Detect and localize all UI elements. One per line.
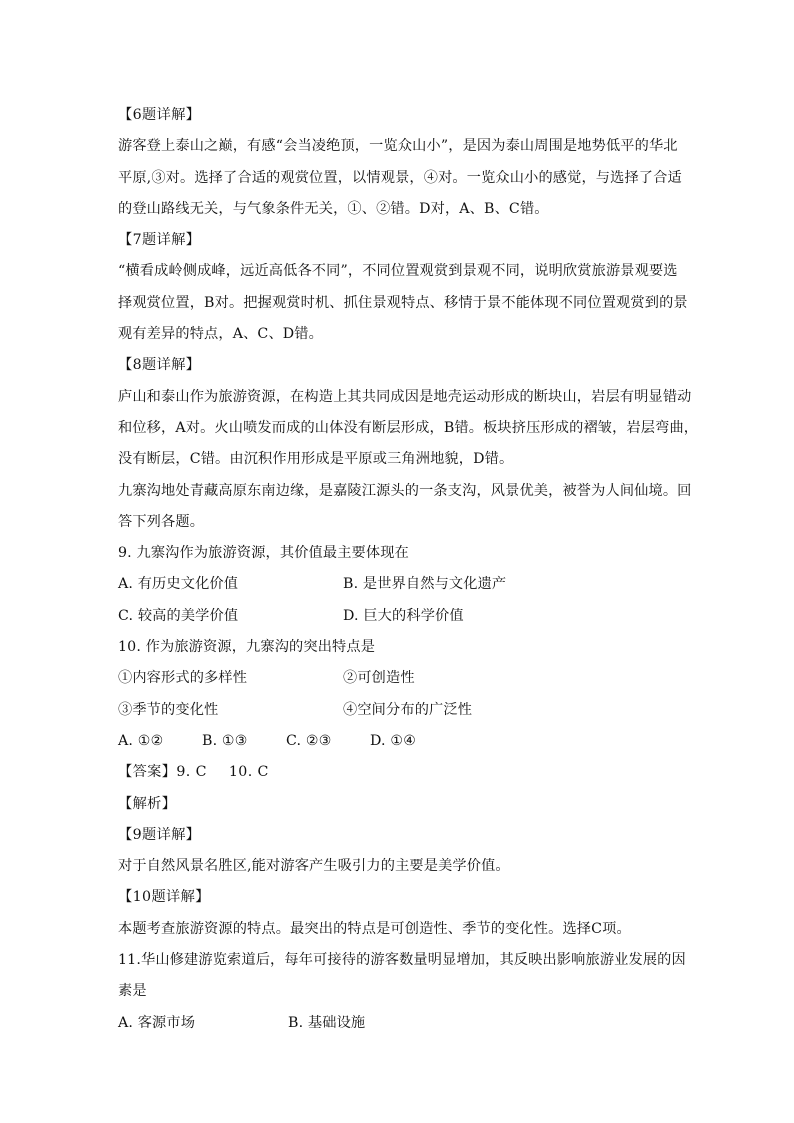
q10-option-a: A. ①② bbox=[118, 732, 164, 749]
q10-explanation: 本题考查旅游资源的特点。最突出的特点是可创造性、季节的变化性。选择C项。 bbox=[118, 920, 631, 937]
q8-text-line: 和位移，A对。火山喷发而成的山体没有断层形成，B错。板块挤压形成的褶皱，岩层弯曲， bbox=[118, 419, 699, 436]
q10-item-4: ④空间分布的广泛性 bbox=[343, 701, 473, 718]
intro-text-line: 九寨沟地处青藏高原东南边缘，是嘉陵江源头的一条支沟，风景优美，被誉为人间仙境。回 bbox=[118, 482, 692, 499]
q11-stem-line: 11.华山修建游览索道后，每年可接待的游客数量明显增加，其反映出影响旅游业发展的因 bbox=[118, 952, 686, 969]
answer-q10: 10. C bbox=[228, 764, 269, 781]
answer-line bbox=[118, 757, 678, 788]
q10-option-d: D. ①④ bbox=[370, 732, 417, 749]
q6-heading: 【6题详解】 bbox=[118, 107, 201, 123]
q9-explanation: 对于自然风景名胜区,能对游客产生吸引力的主要是美学价值。 bbox=[118, 858, 510, 875]
q8-heading: 【8题详解】 bbox=[118, 357, 201, 374]
q10-item-2: ②可创造性 bbox=[343, 670, 415, 687]
q7-text-line: 观有差异的特点，A、C、D错。 bbox=[118, 326, 323, 343]
analysis-label: 【解析】 bbox=[118, 795, 177, 812]
q10-items-row bbox=[118, 695, 678, 726]
q6-text-line: 平原,③对。选择了合适的观赏位置，以情观景，④对。一览众山小的感觉，与选择了合适 bbox=[118, 169, 682, 186]
page-content bbox=[118, 100, 699, 1039]
q10-item-3: ③季节的变化性 bbox=[118, 701, 219, 718]
answer-q9: 9. C bbox=[176, 764, 207, 781]
q7-text-line: 择观赏位置，B对。把握观赏时机、抓住景观特点、移情于景不能体现不同位置观赏到的景 bbox=[118, 294, 688, 311]
q11-option-a: A. 客源市场 bbox=[118, 1014, 196, 1031]
q11-option-b: B. 基础设施 bbox=[288, 1014, 366, 1031]
q7-heading: 【7题详解】 bbox=[118, 232, 201, 249]
q11-stem-line: 素是 bbox=[118, 983, 147, 1000]
q10-items-row bbox=[118, 663, 678, 694]
q10-stem: 10. 作为旅游资源，九寨沟的突出特点是 bbox=[118, 639, 376, 656]
answer-label: 【答案】 bbox=[118, 764, 177, 781]
q9-option-c: C. 较高的美学价值 bbox=[118, 607, 239, 624]
q9-stem: 9. 九寨沟作为旅游资源，其价值最主要体现在 bbox=[118, 545, 409, 562]
q11-options-row bbox=[118, 1008, 678, 1039]
q9-option-a: A. 有历史文化价值 bbox=[118, 576, 239, 593]
q10-option-c: C. ②③ bbox=[286, 732, 332, 749]
q7-text-line: “横看成岭侧成峰，远近高低各不同”，不同位置观赏到景观不同，说明欣赏旅游景观要选 bbox=[118, 263, 678, 280]
q10-item-1: ①内容形式的多样性 bbox=[118, 670, 248, 687]
intro-text-line: 答下列各题。 bbox=[118, 513, 205, 530]
q6-text-line: 的登山路线无关，与气象条件无关，①、②错。D对，A、B、C错。 bbox=[118, 200, 549, 217]
q9-option-d: D. 巨大的科学价值 bbox=[343, 607, 464, 624]
q10-heading: 【10题详解】 bbox=[118, 889, 210, 906]
q10-options-row bbox=[118, 726, 678, 757]
q8-text-line: 庐山和泰山作为旅游资源，在构造上其共同成因是地壳运动形成的断块山，岩层有明显错动 bbox=[118, 388, 692, 405]
q6-text-line: 游客登上泰山之巅，有感“会当凌绝顶，一览众山小”，是因为泰山周围是地势低平的华北 bbox=[118, 138, 678, 155]
q9-option-b: B. 是世界自然与文化遗产 bbox=[343, 576, 507, 593]
q9-options-row bbox=[118, 601, 678, 632]
q9-heading: 【9题详解】 bbox=[118, 826, 201, 843]
q9-options-row bbox=[118, 569, 678, 600]
q8-text-line: 没有断层，C错。由沉积作用形成是平原或三角洲地貌，D错。 bbox=[118, 451, 514, 468]
q10-option-b: B. ①③ bbox=[202, 732, 248, 749]
